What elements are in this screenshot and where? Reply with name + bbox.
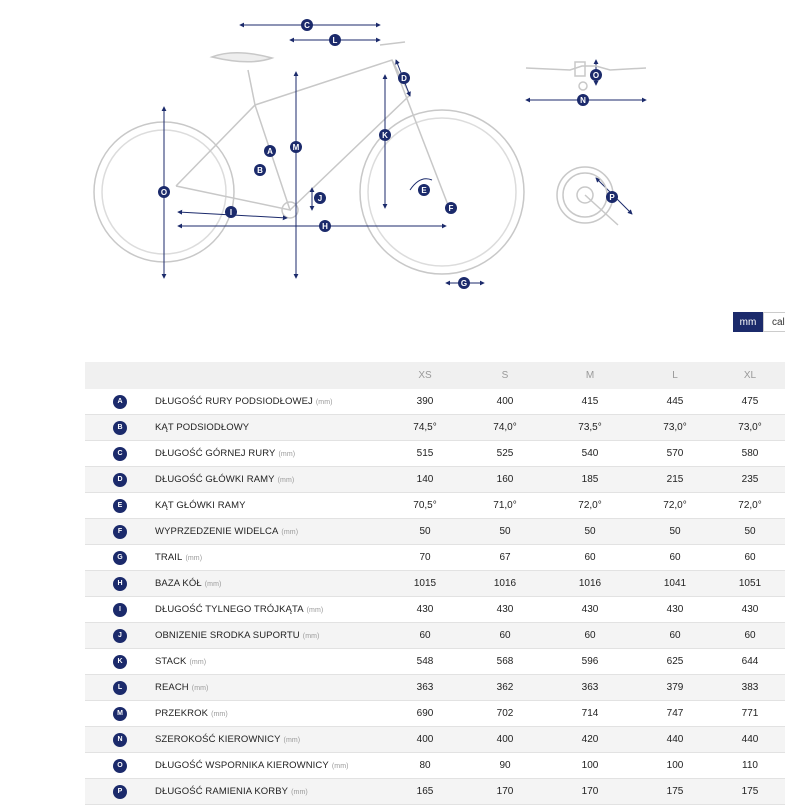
label-N-badge — [577, 94, 589, 106]
geometry-table — [85, 362, 785, 805]
row-value: 430 — [385, 597, 465, 623]
row-value: 625 — [635, 649, 715, 675]
label-C-badge — [301, 19, 313, 31]
row-badge-cell — [85, 701, 155, 727]
row-name: OBNIZENIE SRODKA SUPORTU — [155, 630, 300, 641]
row-value: 420 — [545, 727, 635, 753]
row-value: 60 — [465, 623, 545, 649]
row-value: 185 — [545, 467, 635, 493]
row-value: 50 — [635, 519, 715, 545]
row-value: 475 — [715, 389, 785, 415]
row-value: 596 — [545, 649, 635, 675]
row-value: 60 — [635, 545, 715, 571]
label-K-badge — [379, 129, 391, 141]
row-value: 100 — [635, 753, 715, 779]
row-value: 175 — [715, 779, 785, 805]
row-value: 72,0° — [635, 493, 715, 519]
row-value: 60 — [545, 545, 635, 571]
row-value: 72,0° — [545, 493, 635, 519]
label-H-badge — [319, 220, 331, 232]
size-header: S — [465, 362, 545, 389]
row-value: 515 — [385, 441, 465, 467]
row-value: 170 — [465, 779, 545, 805]
row-badge-cell — [85, 649, 155, 675]
row-value: 74,0° — [465, 415, 545, 441]
row-value: 50 — [545, 519, 635, 545]
row-unit: (mm) — [189, 659, 207, 666]
row-name-cell — [155, 597, 385, 623]
row-value: 400 — [465, 727, 545, 753]
row-unit: (mm) — [306, 607, 324, 614]
row-value: 771 — [715, 701, 785, 727]
row-unit: (mm) — [281, 529, 299, 536]
row-name: DŁUGOŚĆ WSPORNIKA KIEROWNICY — [155, 760, 329, 771]
row-value: 74,5° — [385, 415, 465, 441]
row-name: DŁUGOŚĆ GÓRNEJ RURY — [155, 448, 276, 459]
row-name: SZEROKOŚĆ KIEROWNICY — [155, 734, 281, 745]
row-value: 702 — [465, 701, 545, 727]
bike-silhouette — [94, 42, 524, 274]
row-value: 73,0° — [635, 415, 715, 441]
label-B-badge — [254, 164, 266, 176]
size-header: L — [635, 362, 715, 389]
header-name — [155, 362, 385, 389]
table-row — [85, 389, 785, 415]
row-value: 50 — [465, 519, 545, 545]
row-value: 430 — [715, 597, 785, 623]
row-value: 165 — [385, 779, 465, 805]
row-value: 215 — [635, 467, 715, 493]
row-name: BAZA KÓŁ — [155, 578, 202, 589]
row-value: 60 — [545, 623, 635, 649]
table-header-row — [85, 362, 785, 389]
row-name-cell — [155, 519, 385, 545]
table-row — [85, 779, 785, 805]
table-row — [85, 441, 785, 467]
row-value: 1041 — [635, 571, 715, 597]
size-header: XS — [385, 362, 465, 389]
row-name-cell — [155, 571, 385, 597]
svg-text:A: A — [267, 147, 273, 156]
row-value: 90 — [465, 753, 545, 779]
table-row — [85, 623, 785, 649]
svg-text:N: N — [580, 96, 586, 105]
row-value: 1051 — [715, 571, 785, 597]
row-value: 110 — [715, 753, 785, 779]
row-value: 60 — [385, 623, 465, 649]
table-row — [85, 727, 785, 753]
row-name-cell — [155, 623, 385, 649]
row-value: 362 — [465, 675, 545, 701]
row-value: 379 — [635, 675, 715, 701]
row-value: 1015 — [385, 571, 465, 597]
row-value: 1016 — [465, 571, 545, 597]
row-letter-badge: E — [113, 499, 127, 513]
row-value: 70,5° — [385, 493, 465, 519]
svg-text:I: I — [229, 208, 233, 217]
row-value: 747 — [635, 701, 715, 727]
unit-cal-button[interactable]: cal — [763, 312, 785, 332]
label-G-badge — [458, 277, 470, 289]
row-name-cell — [155, 415, 385, 441]
row-letter-badge: F — [113, 525, 127, 539]
row-value: 50 — [715, 519, 785, 545]
row-value: 383 — [715, 675, 785, 701]
unit-mm-button[interactable]: mm — [733, 312, 763, 332]
svg-text:O: O — [592, 71, 600, 80]
row-value: 445 — [635, 389, 715, 415]
table-row — [85, 753, 785, 779]
row-badge-cell — [85, 441, 155, 467]
row-value: 73,0° — [715, 415, 785, 441]
row-name-cell — [155, 649, 385, 675]
header-badge — [85, 362, 155, 389]
handlebar-detail — [526, 62, 646, 90]
label-E-badge — [418, 184, 430, 196]
row-name: TRAIL — [155, 552, 183, 563]
row-name: REACH — [155, 682, 189, 693]
row-letter-badge: B — [113, 421, 127, 435]
row-unit: (mm) — [291, 789, 308, 796]
label-I-badge — [225, 206, 237, 218]
row-value: 160 — [465, 467, 545, 493]
row-unit: (mm) — [315, 399, 333, 406]
row-name-cell — [155, 389, 385, 415]
row-badge-cell — [85, 675, 155, 701]
row-value: 525 — [465, 441, 545, 467]
row-name: DŁUGOŚĆ TYLNEGO TRÓJKĄTA — [155, 604, 304, 615]
row-unit: (mm) — [185, 555, 203, 562]
label-P-badge — [606, 191, 618, 203]
row-badge-cell — [85, 727, 155, 753]
svg-text:P: P — [609, 193, 615, 202]
table-row — [85, 571, 785, 597]
row-value: 440 — [715, 727, 785, 753]
row-value: 540 — [545, 441, 635, 467]
row-value: 50 — [385, 519, 465, 545]
row-value: 363 — [545, 675, 635, 701]
svg-text:L: L — [332, 36, 338, 45]
row-value: 80 — [385, 753, 465, 779]
label-D-badge — [398, 72, 410, 84]
row-value: 430 — [545, 597, 635, 623]
row-value: 60 — [715, 545, 785, 571]
row-value: 140 — [385, 467, 465, 493]
row-letter-badge: P — [113, 785, 127, 799]
table-row — [85, 519, 785, 545]
svg-text:H: H — [322, 222, 328, 231]
row-letter-badge: D — [113, 473, 127, 487]
row-letter-badge: C — [113, 447, 127, 461]
row-value: 430 — [635, 597, 715, 623]
row-name-cell — [155, 493, 385, 519]
row-unit: (mm) — [211, 711, 228, 718]
row-value: 60 — [635, 623, 715, 649]
row-badge-cell — [85, 779, 155, 805]
row-name-cell — [155, 675, 385, 701]
row-value: 363 — [385, 675, 465, 701]
row-name-cell — [155, 701, 385, 727]
row-value: 430 — [465, 597, 545, 623]
row-name: KĄT PODSIODŁOWY — [155, 422, 250, 433]
row-name: DŁUGOŚĆ GŁÓWKI RAMY — [155, 474, 275, 485]
table-row — [85, 493, 785, 519]
row-name-cell — [155, 753, 385, 779]
svg-text:O: O — [160, 188, 168, 197]
row-badge-cell — [85, 493, 155, 519]
row-badge-cell — [85, 753, 155, 779]
row-unit: (mm) — [283, 737, 301, 744]
row-value: 570 — [635, 441, 715, 467]
table-row — [85, 545, 785, 571]
row-value: 440 — [635, 727, 715, 753]
row-letter-badge: G — [113, 551, 127, 565]
row-value: 400 — [465, 389, 545, 415]
label-A-badge — [264, 145, 276, 157]
row-name: WYPRZEDZENIE WIDELCA — [155, 526, 279, 537]
row-value: 644 — [715, 649, 785, 675]
row-letter-badge: A — [113, 395, 127, 409]
row-value: 400 — [385, 727, 465, 753]
row-name: DŁUGOŚĆ RURY PODSIODŁOWEJ — [155, 396, 313, 407]
row-badge-cell — [85, 415, 155, 441]
row-value: 235 — [715, 467, 785, 493]
row-badge-cell — [85, 519, 155, 545]
row-unit: (mm) — [302, 633, 320, 640]
row-letter-badge: L — [113, 681, 127, 695]
row-badge-cell — [85, 597, 155, 623]
table-row — [85, 675, 785, 701]
row-letter-badge: K — [113, 655, 127, 669]
svg-text:K: K — [382, 131, 388, 140]
row-value: 690 — [385, 701, 465, 727]
table-row — [85, 415, 785, 441]
row-name-cell — [155, 467, 385, 493]
row-unit: (mm) — [191, 685, 209, 692]
row-name: KĄT GŁÓWKI RAMY — [155, 500, 246, 511]
row-unit: (mm) — [278, 451, 296, 458]
row-value: 60 — [715, 623, 785, 649]
svg-text:C: C — [304, 21, 310, 30]
row-name-cell — [155, 727, 385, 753]
row-value: 568 — [465, 649, 545, 675]
row-letter-badge: H — [113, 577, 127, 591]
row-badge-cell — [85, 571, 155, 597]
row-unit: (mm) — [277, 477, 295, 484]
row-value: 714 — [545, 701, 635, 727]
svg-text:F: F — [448, 204, 454, 213]
row-name: STACK — [155, 656, 187, 667]
row-unit: (mm) — [204, 581, 222, 588]
label-L-badge — [329, 34, 341, 46]
row-value: 170 — [545, 779, 635, 805]
row-name-cell — [155, 779, 385, 805]
row-badge-cell — [85, 545, 155, 571]
dimension-lines — [164, 25, 646, 283]
row-value: 71,0° — [465, 493, 545, 519]
row-value: 73,5° — [545, 415, 635, 441]
row-value: 390 — [385, 389, 465, 415]
size-header: XL — [715, 362, 785, 389]
row-letter-badge: I — [113, 603, 127, 617]
svg-text:J: J — [317, 194, 323, 203]
svg-text:D: D — [401, 74, 407, 83]
label-F-badge — [445, 202, 457, 214]
label-O-badge — [158, 186, 170, 198]
row-name: PRZEKROK — [155, 708, 209, 719]
row-value: 548 — [385, 649, 465, 675]
row-badge-cell — [85, 389, 155, 415]
svg-text:G: G — [460, 279, 468, 288]
row-badge-cell — [85, 623, 155, 649]
row-letter-badge: N — [113, 733, 127, 747]
row-letter-badge: O — [113, 759, 127, 773]
table-row — [85, 701, 785, 727]
row-value: 580 — [715, 441, 785, 467]
row-value: 175 — [635, 779, 715, 805]
row-value: 70 — [385, 545, 465, 571]
label-O-stem-badge — [590, 69, 602, 81]
table-row — [85, 597, 785, 623]
bike-geometry-diagram — [0, 0, 785, 300]
unit-toggle — [733, 312, 785, 332]
row-name-cell — [155, 441, 385, 467]
label-M-badge — [290, 141, 302, 153]
row-name: DŁUGOŚĆ RAMIENIA KORBY — [155, 786, 289, 797]
row-unit: (mm) — [331, 763, 349, 770]
row-badge-cell — [85, 467, 155, 493]
svg-text:B: B — [257, 166, 263, 175]
row-value: 67 — [465, 545, 545, 571]
size-header: M — [545, 362, 635, 389]
row-letter-badge: M — [113, 707, 127, 721]
row-value: 1016 — [545, 571, 635, 597]
row-value: 72,0° — [715, 493, 785, 519]
row-value: 100 — [545, 753, 635, 779]
svg-text:E: E — [421, 186, 427, 195]
label-J-badge — [314, 192, 326, 204]
table-row — [85, 467, 785, 493]
row-name-cell — [155, 545, 385, 571]
svg-text:M: M — [292, 143, 300, 152]
row-letter-badge: J — [113, 629, 127, 643]
row-value: 415 — [545, 389, 635, 415]
table-row — [85, 649, 785, 675]
